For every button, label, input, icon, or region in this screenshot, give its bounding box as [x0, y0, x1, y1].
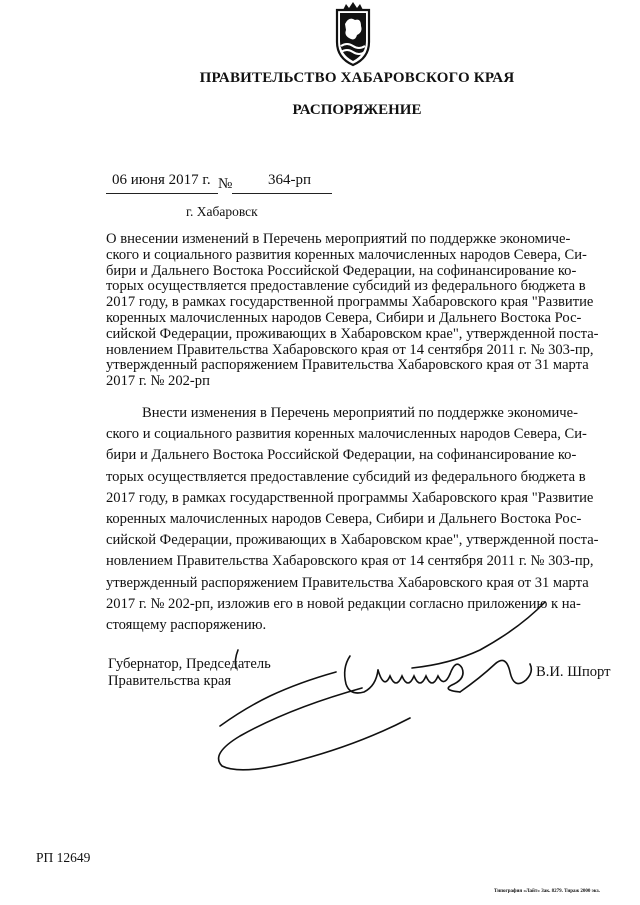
subject-line: О внесении изменений в Перечень мероприятий по поддержке экономиче- [106, 231, 571, 247]
subject-line: 2017 г. № 202-рп [106, 373, 210, 390]
subject-line: 2017 году, в рамках государственной программы Хабаровского края "Развитие [106, 294, 594, 311]
subject-line: торых осуществляется предоставление субсидий из федерального бюджета в [106, 278, 586, 295]
body-line: новлением Правительства Хабаровского края от 14 сентября 2011 г. № 303-пр, [106, 553, 594, 570]
date-underline [106, 193, 218, 194]
handwritten-signature [150, 598, 570, 778]
document-type: РАСПОРЯЖЕНИЕ [292, 102, 422, 118]
subject-line: коренных малочисленных народов Севера, Сибири и Дальнего Востока Рос- [106, 309, 582, 326]
number-label: № [218, 176, 233, 192]
coat-of-arms-icon [327, 2, 379, 68]
number-underline [232, 193, 332, 194]
body-line: стоящему распоряжению. [106, 617, 267, 634]
registration-number: РП 12649 [36, 850, 91, 865]
signatory-title-line: Губернатор, Председатель [108, 656, 271, 672]
body-line: 2017 году, в рамках государственной программы Хабаровского края "Развитие [106, 489, 594, 506]
body-line: Внести изменения в Перечень мероприятий по поддержке экономиче- [142, 405, 578, 421]
signatory-title-line: Правительства края [108, 673, 232, 689]
document-date: 06 июня 2017 г. [112, 172, 211, 188]
body-line: утвержденный распоряжением Правительства Хабаровского края от 31 марта [106, 574, 589, 591]
government-title: ПРАВИТЕЛЬСТВО ХАБАРОВСКОГО КРАЯ [199, 70, 515, 86]
subject-line: утвержденный распоряжением Правительства Хабаровского края от 31 марта [106, 357, 589, 374]
subject-line: сийской Федерации, проживающих в Хабаровском крае", утвержденной поста- [106, 325, 599, 342]
printer-imprint: Типография «Лайт» Зак. 8279. Тираж 2000 экз. [494, 889, 600, 894]
signatory-name: В.И. Шпорт [536, 664, 611, 680]
body-line: коренных малочисленных народов Севера, Сибири и Дальнего Востока Рос- [106, 511, 582, 528]
body-line: бири и Дальнего Востока Российской Федерации, на софинансирование ко- [106, 447, 577, 464]
body-line: сийской Федерации, проживающих в Хабаровском крае", утвержденной поста- [106, 532, 599, 549]
subject-line: бири и Дальнего Востока Российской Федерации, на софинансирование ко- [106, 262, 577, 279]
subject-line: ского и социального развития коренных малочисленных народов Севера, Си- [106, 246, 587, 263]
body-line: торых осуществляется предоставление субсидий из федерального бюджета в [106, 468, 586, 485]
document-city: г. Хабаровск [186, 204, 258, 219]
body-line: 2017 г. № 202-рп, изложив его в новой редакции согласно приложению к на- [106, 595, 581, 612]
subject-heading [106, 232, 610, 390]
document-number: 364-рп [268, 172, 312, 188]
body-line: ского и социального развития коренных малочисленных народов Севера, Си- [106, 426, 587, 443]
subject-line: новлением Правительства Хабаровского края от 14 сентября 2011 г. № 303-пр, [106, 341, 594, 358]
